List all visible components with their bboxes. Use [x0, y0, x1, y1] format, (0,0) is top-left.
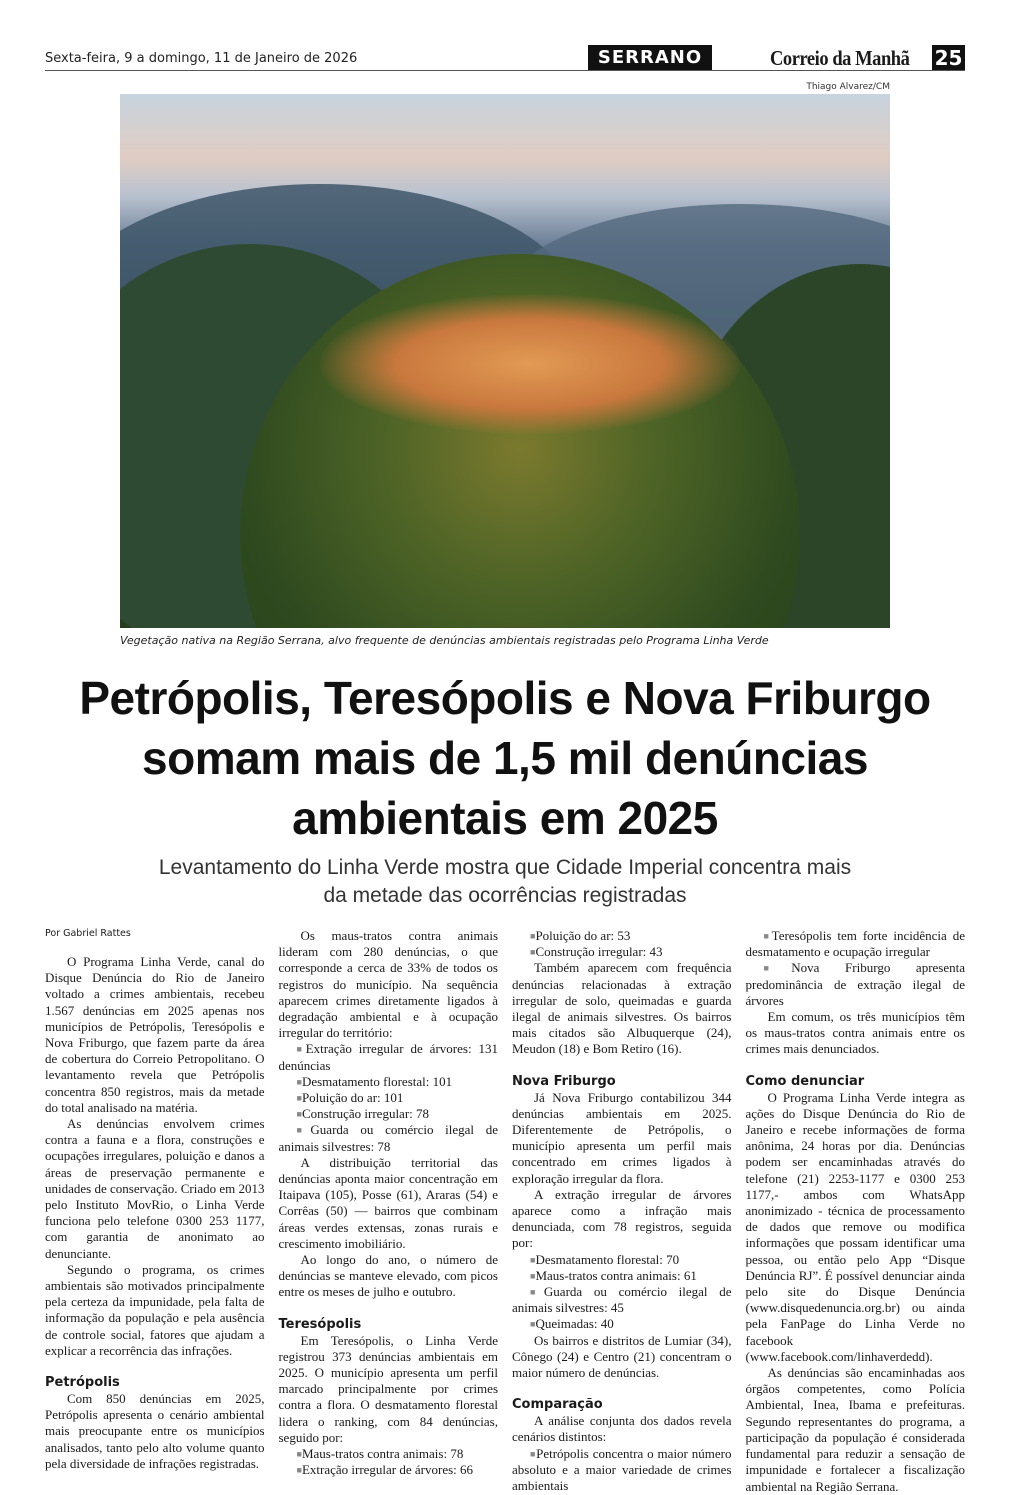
bullet-icon: ■ [530, 1287, 544, 1298]
list-item-text: Guarda ou comércio ilegal de animais silvestres: 45 [512, 1284, 732, 1316]
paragraph: O Programa Linha Verde integra as ações do Disque Denúncia do Rio de Janeiro e recebe informações de forma anônima, 24 horas por dia. Denúncias podem ser encaminhadas através do telefone (21) 2253-1177 e 0300 253 1177,- ambos com WhatsApp anonimizado - técnica de processamento de dados que remove ou modifica informações que possam identificar uma pessoa, ou então pelo App “Disque Denúncia RJ”. É possível denunciar ainda pelo site do Disque Denúncia (www.disquedenuncia.org.br) ou ainda pela FanPage do Linha Verde no facebook (www.facebook.com/linhaverdedd). [745, 1089, 965, 1364]
bullet-icon: ■ [296, 1465, 302, 1476]
article-column-2 [279, 928, 499, 1479]
paragraph: Ao longo do ano, o número de denúncias se manteve elevado, com picos entre os meses de julho e outubro. [278, 1252, 498, 1300]
section-heading: Teresópolis [278, 1316, 362, 1332]
paragraph: O Programa Linha Verde, canal do Disque Denúncia do Rio de Janeiro voltado a crimes ambientais, recebeu 1.567 denúncias em 2025 apenas nos municípios de Petrópolis, Teresópolis e Nova Friburgo, que fazem parte da área de cobertura do Correio Petropolitano. O levantamento revela que Petrópolis concentra 850 registros, mais da metade do total analisado na matéria. [45, 954, 265, 1115]
article [0, 668, 1010, 1495]
section-heading: Nova Friburgo [512, 1073, 616, 1089]
list-item-text: Petrópolis concentra o maior número absoluto e a maior variedade de crimes ambientais [512, 1445, 732, 1494]
list-item [279, 1041, 499, 1073]
list-item [512, 944, 732, 960]
paragraph: A extração irregular de árvores aparece como a infração mais denunciada, com 78 registros, seguida por: [512, 1186, 732, 1251]
paragraph: Em Teresópolis, o Linha Verde registrou 373 denúncias ambientais em 2025. O município apresenta um perfil marcado principalmente por crimes contra a flora. O desmatamento florestal lidera o ranking, com 84 denúncias, seguido por: [278, 1332, 498, 1445]
bullet-icon: ■ [530, 947, 536, 958]
paragraph: As denúncias são encaminhadas aos órgãos competentes, como Polícia Ambiental, Inea, Ibama e prefeituras. Segundo representantes do programa, a participação da população é considerada fundamental para reduzir a sensação de impunidade e fortalecer a fiscalização ambiental na Região Serrana. [745, 1365, 965, 1494]
list-item-text: Poluição do ar: 53 [535, 928, 631, 943]
paragraph: As denúncias envolvem crimes contra a fauna e a flora, construções e ocupações irregulares, poluição e danos a áreas de preservação permanente e unidades de conservação. Criado em 2013 pelo Instituto MovRio, o Linha Verde funciona pelo telefone 0300 253 1177, com garantia de anonimato ao denunciante. [45, 1116, 265, 1261]
list-item-text: Maus-tratos contra animais: 61 [535, 1267, 697, 1283]
paragraph: Em comum, os três municípios têm os maus-tratos contra animais entre os crimes mais denunciados. [745, 1009, 965, 1057]
list-item-text: Guarda ou comércio ilegal de animais silvestres: 78 [278, 1122, 499, 1154]
list-item-text: Maus-tratos contra animais: 78 [301, 1446, 464, 1462]
list-item [279, 1122, 499, 1154]
bullet-icon: ■ [296, 1109, 302, 1120]
list-item-text: Queimadas: 40 [535, 1316, 614, 1332]
section-heading: Petrópolis [45, 1375, 120, 1391]
byline: Por Gabriel Rattes [45, 928, 131, 939]
photo-credit: Thiago Alvarez/CM [806, 82, 890, 92]
list-item-text: Extração irregular de árvores: 66 [301, 1462, 474, 1478]
paragraph: A distribuição territorial das denúncias aponta maior concentração em Itaipava (105), Posse (61), Araras (54) e Corrêas (50) — bairros que combinam áreas verdes extensas, zonas rurais e crescimento imobiliário. [278, 1154, 498, 1251]
newspaper-logo: Correio da Manhã [770, 46, 910, 70]
bullet-icon: ■ [296, 1449, 302, 1460]
list-item-text: Desmatamento florestal: 70 [535, 1251, 680, 1267]
list-item-text: Desmatamento florestal: 101 [301, 1073, 453, 1089]
paragraph: Os maus-tratos contra animais lideram com 280 denúncias, o que corresponde a cerca de 33% de todos os registros do município. Na sequência aparecem crimes diretamente ligados à degradação ambiental e à ocupação irregular do território: [278, 928, 498, 1041]
section-label: SERRANO [588, 45, 712, 70]
bullet-icon: ■ [530, 931, 536, 941]
list-item-text: Construção irregular: 78 [301, 1106, 430, 1122]
list-item [512, 1284, 732, 1316]
paragraph: Os bairros e distritos de Lumiar (34), Cônego (24) e Centro (21) concentram o maior número de denúncias. [512, 1332, 732, 1381]
subheadline: Levantamento do Linha Verde mostra que Cidade Imperial concentra mais da metade das ocorrências registradas [158, 856, 852, 907]
bullet-icon: ■ [296, 1076, 302, 1087]
bullet-icon: ■ [296, 1125, 311, 1136]
section-heading: Comparação [512, 1397, 603, 1413]
header-divider [45, 70, 965, 71]
paragraph: Já Nova Friburgo contabilizou 344 denúncias ambientais em 2025. Diferentemente de Petrópolis, o município apresenta um perfil mais concentrado em crimes ligados à exploração irregular da flora. [512, 1089, 732, 1186]
paragraph: Com 850 denúncias em 2025, Petrópolis apresenta o cenário ambiental mais preocupante entre os municípios analisados, tanto pelo alto volume quanto pela diversidade de infrações registradas. [45, 1391, 265, 1471]
bullet-icon: ■ [530, 1254, 536, 1265]
list-item [279, 1074, 499, 1090]
photo-caption: Vegetação nativa na Região Serrana, alvo frequente de denúncias ambientais registradas pelo Programa Linha Verde [120, 634, 769, 647]
list-item [512, 928, 732, 944]
list-item [512, 1268, 732, 1284]
list-item-text: Nova Friburgo apresenta predominância de extração ilegal de árvores [745, 960, 965, 1008]
bullet-icon: ■ [296, 1044, 306, 1055]
headline: Petrópolis, Teresópolis e Nova Friburgo somam mais de 1,5 mil denúncias ambientais em 2025 [79, 672, 931, 844]
article-body [45, 928, 965, 1495]
list-item [512, 1316, 732, 1332]
bullet-icon: ■ [763, 963, 792, 974]
paragraph: Também aparecem com frequência denúncias relacionadas à extração irregular de solo, queimadas e guarda ilegal de animais silvestres. Os bairros mais citados são Albuquerque (24), Meudon (18) e Bom Retiro (16). [512, 960, 732, 1057]
article-column-4 [746, 928, 966, 1495]
bullet-icon: ■ [530, 1270, 536, 1281]
list-item [279, 1090, 499, 1106]
list-item-text: Teresópolis tem forte incidência de desmatamento e ocupação irregular [745, 928, 965, 960]
bullet-icon: ■ [296, 1093, 302, 1104]
bullet-icon: ■ [530, 1448, 537, 1459]
paragraph: Segundo o programa, os crimes ambientais são motivados principalmente pela certeza da impunidade, pela falta de informação da população e pela ausência de controle social, fatores que ajudam a explicar a recorrência das infrações. [45, 1261, 265, 1358]
article-column-1 [45, 928, 265, 1472]
paragraph: A análise conjunta dos dados revela cenários distintos: [512, 1413, 732, 1445]
list-item [512, 1252, 732, 1268]
article-column-3 [512, 928, 732, 1494]
list-item-text: Poluição do ar: 101 [301, 1090, 404, 1106]
list-item [279, 1106, 499, 1122]
list-item [279, 1446, 499, 1462]
list-item-text: Extração irregular de árvores: 131 denúncias [278, 1041, 498, 1073]
landscape-photo [120, 94, 890, 628]
section-heading: Como denunciar [745, 1073, 865, 1089]
list-item [746, 928, 966, 960]
bullet-icon: ■ [763, 931, 772, 941]
bullet-icon: ■ [530, 1319, 536, 1330]
list-item [746, 960, 966, 1009]
list-item [279, 1462, 499, 1478]
list-item [512, 1446, 732, 1495]
page-number: 25 [932, 45, 965, 71]
list-item-text: Construção irregular: 43 [535, 944, 663, 960]
issue-date: Sexta-feira, 9 a domingo, 11 de Janeiro de 2026 [45, 51, 358, 66]
